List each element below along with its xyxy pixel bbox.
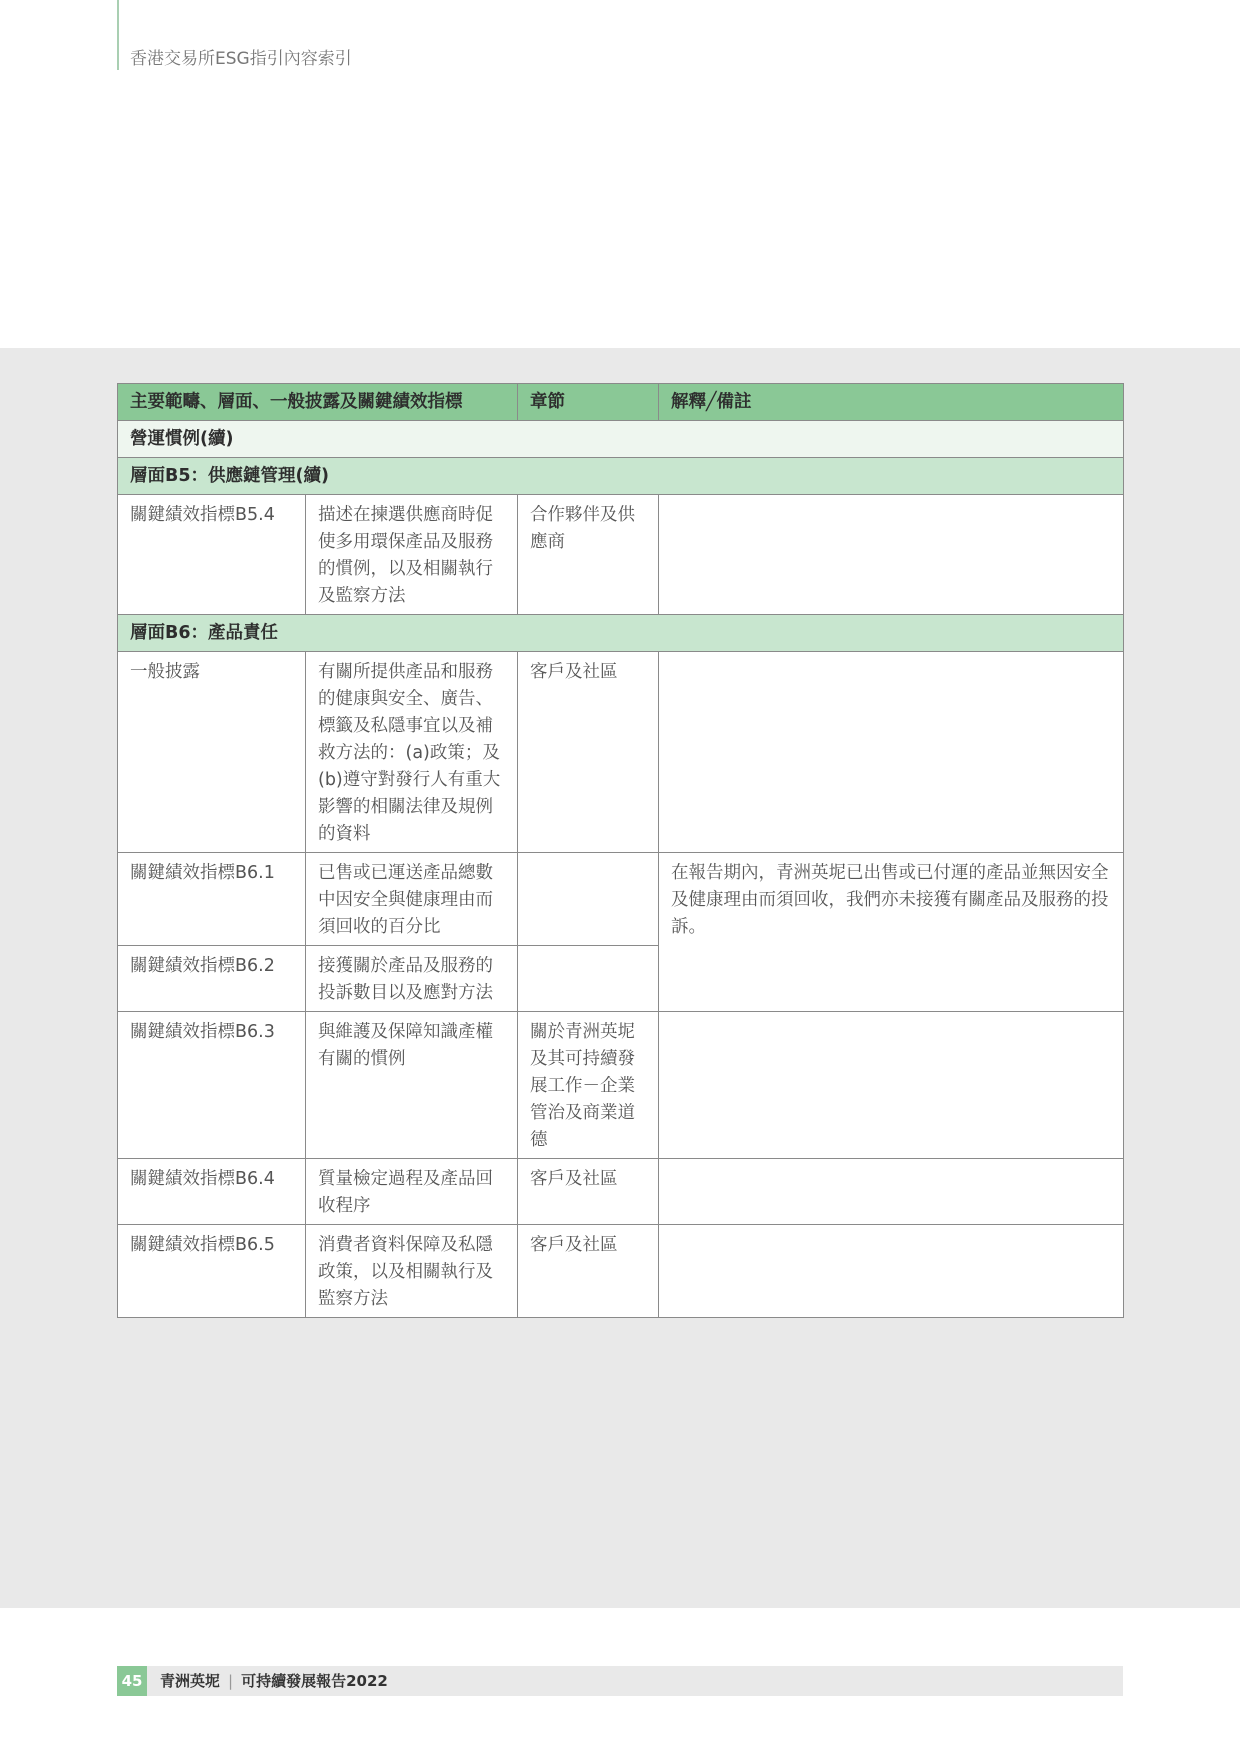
chapter-cell: 客戶及社區 [518, 652, 659, 853]
aspect-row-b6 [118, 615, 1124, 652]
remarks-cell [659, 652, 1124, 853]
table-header-row [118, 384, 1124, 421]
indicator-cell: 關鍵績效指標B6.4 [118, 1159, 306, 1225]
description-cell: 與維護及保障知識產權有關的慣例 [306, 1012, 518, 1159]
description-cell: 描述在揀選供應商時促使多用環保產品及服務的慣例，以及相關執行及監察方法 [306, 495, 518, 615]
chapter-cell: 客戶及社區 [518, 1225, 659, 1318]
indicator-cell: 關鍵績效指標B6.3 [118, 1012, 306, 1159]
header-rule [117, 0, 119, 70]
description-cell: 已售或已運送產品總數中因安全與健康理由而須回收的百分比 [306, 853, 518, 946]
table-row [118, 853, 1124, 946]
running-title: 香港交易所ESG指引內容索引 [130, 49, 352, 69]
indicator-cell: 關鍵績效指標B6.1 [118, 853, 306, 946]
description-cell: 有關所提供產品和服務的健康與安全、廣告、標籤及私隱事宜以及補救方法的：(a)政策；及(b)遵守對發行人有重大影響的相關法律及規例的資料 [306, 652, 518, 853]
indicator-cell: 關鍵績效指標B5.4 [118, 495, 306, 615]
indicator-cell: 關鍵績效指標B6.2 [118, 946, 306, 1012]
footer-separator: | [228, 1672, 234, 1690]
remarks-cell [659, 495, 1124, 615]
chapter-cell: 合作夥伴及供應商 [518, 495, 659, 615]
remarks-cell [659, 1225, 1124, 1318]
column-header-chapter: 章節 [518, 384, 659, 421]
column-header-remarks: 解釋╱備註 [659, 384, 1124, 421]
chapter-cell: 關於青洲英坭及其可持續發展工作－企業管治及商業道德 [518, 1012, 659, 1159]
footer-text [160, 1666, 388, 1696]
description-cell: 消費者資料保障及私隱政策，以及相關執行及監察方法 [306, 1225, 518, 1318]
chapter-cell [518, 853, 659, 946]
section-row [118, 421, 1124, 458]
column-header-scope: 主要範疇、層面、一般披露及關鍵績效指標 [118, 384, 518, 421]
esg-index-table [117, 383, 1124, 1318]
remarks-cell [659, 1012, 1124, 1159]
remarks-cell [659, 1159, 1124, 1225]
aspect-title-b5: 層面B5：供應鏈管理(續) [118, 458, 1124, 495]
footer-report-title: 可持續發展報告2022 [241, 1672, 388, 1690]
description-cell: 質量檢定過程及產品回收程序 [306, 1159, 518, 1225]
chapter-cell: 客戶及社區 [518, 1159, 659, 1225]
table-row [118, 1225, 1124, 1318]
remarks-cell: 在報告期內，青洲英坭已出售或已付運的產品並無因安全及健康理由而須回收，我們亦未接獲有關產品及服務的投訴。 [659, 853, 1124, 1012]
footer-company: 青洲英坭 [160, 1672, 221, 1690]
section-title: 營運慣例(續) [118, 421, 1124, 458]
page-number: 45 [117, 1666, 147, 1696]
indicator-cell: 關鍵績效指標B6.5 [118, 1225, 306, 1318]
table-row [118, 1012, 1124, 1159]
indicator-cell: 一般披露 [118, 652, 306, 853]
table-row [118, 652, 1124, 853]
aspect-row-b5 [118, 458, 1124, 495]
table-row [118, 495, 1124, 615]
table-row [118, 1159, 1124, 1225]
chapter-cell [518, 946, 659, 1012]
description-cell: 接獲關於產品及服務的投訴數目以及應對方法 [306, 946, 518, 1012]
aspect-title-b6: 層面B6：產品責任 [118, 615, 1124, 652]
